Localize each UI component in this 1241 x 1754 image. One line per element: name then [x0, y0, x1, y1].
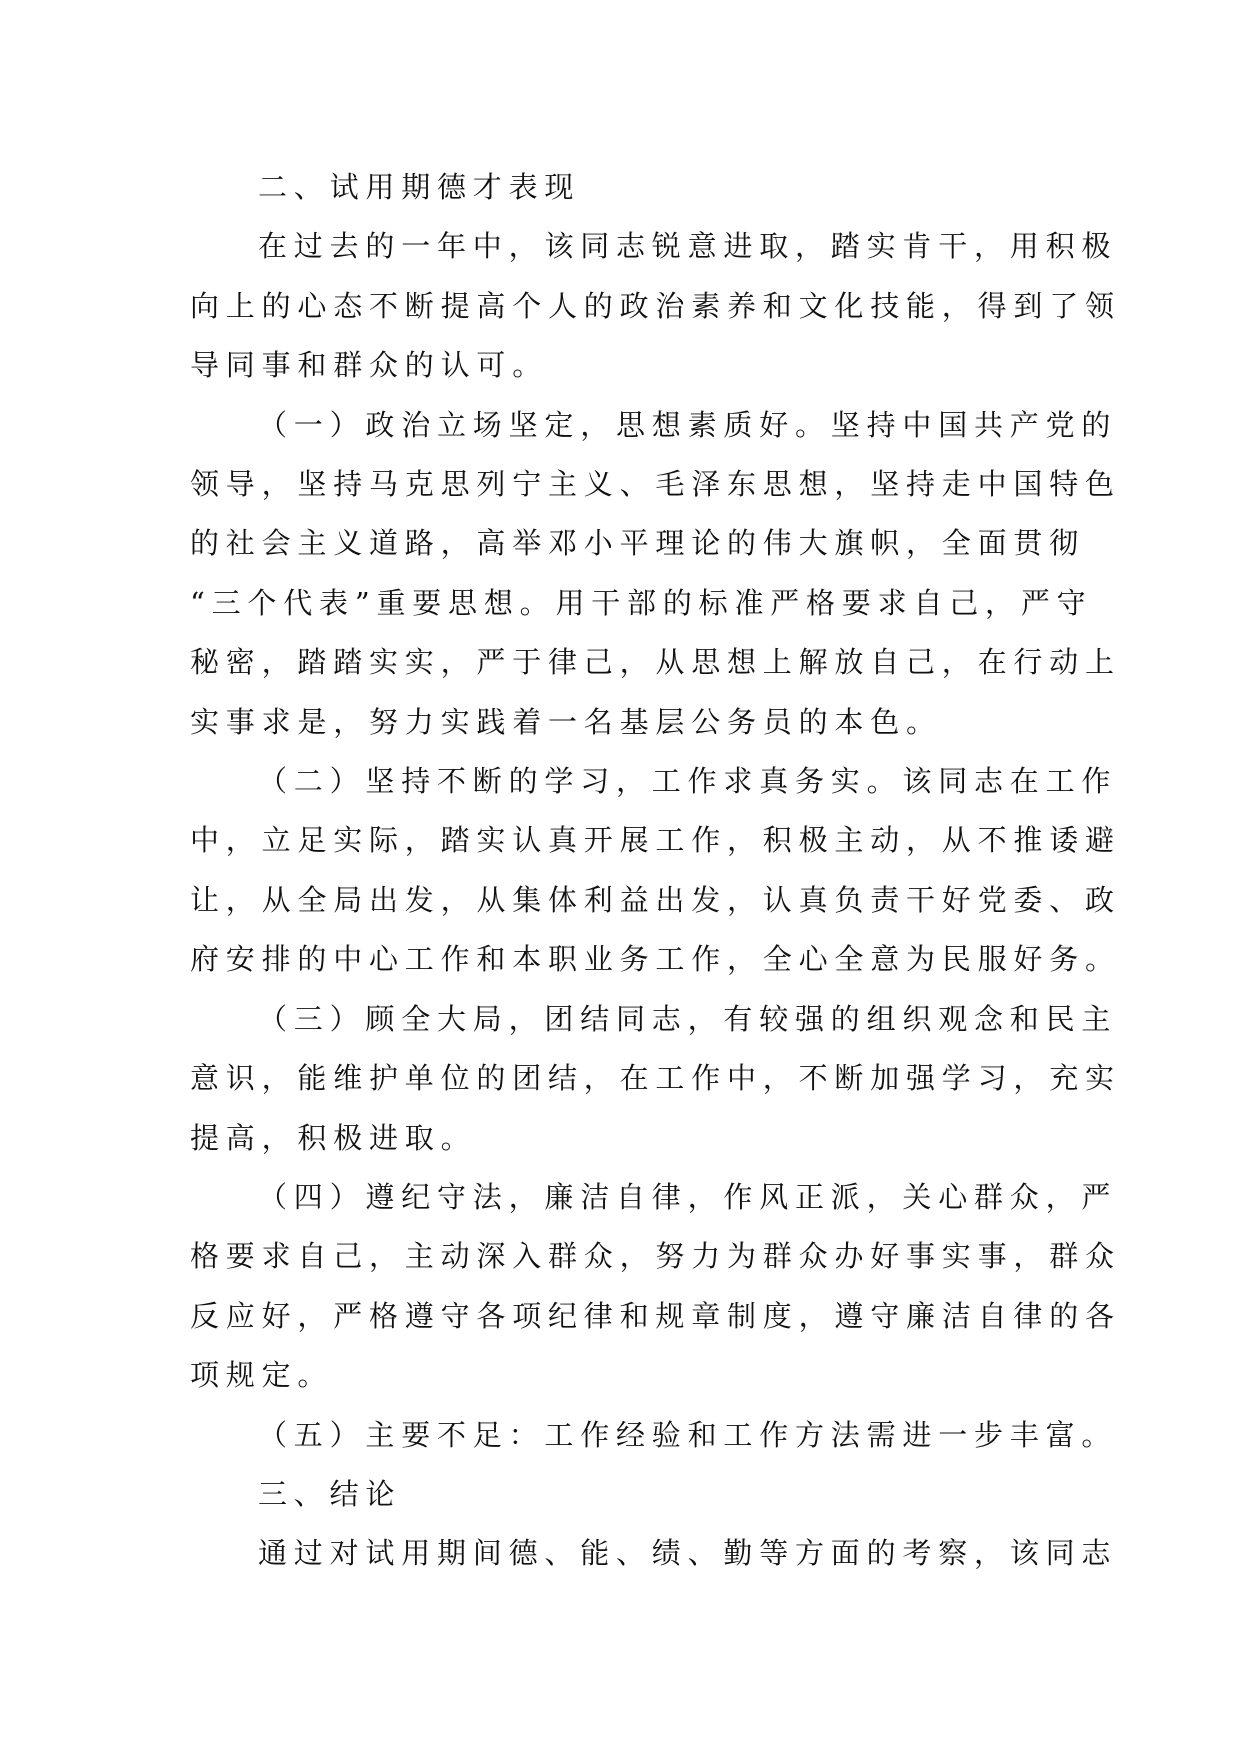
paragraph-line: 在过去的一年中，该同志锐意进取，踏实肯干，用积极: [258, 229, 1118, 264]
paragraph-item-3: [190, 990, 1121, 1168]
paragraph-line: 实事求是，努力实践着一名基层公务员的本色。: [190, 704, 942, 739]
paragraph-line: 通过对试用期间德、能、绩、勤等方面的考察，该同志: [258, 1536, 1118, 1571]
paragraph-line: 秘密，踏踏实实，严于律己，从思想上解放自己，在行动上: [190, 645, 1121, 680]
paragraph-line: （二）坚持不断的学习，工作求真务实。该同志在工作: [258, 764, 1118, 799]
section-heading-2: 二、试用期德才表现: [258, 170, 581, 204]
paragraph-item-2: [190, 752, 1121, 990]
paragraph-item-5: [190, 1406, 1118, 1465]
paragraph-line: 中，立足实际，踏实认真开展工作，积极主动，从不推诿避: [190, 823, 1121, 858]
paragraph-line: 向上的心态不断提高个人的政治素养和文化技能，得到了领: [190, 288, 1121, 323]
paragraph-line: 项规定。: [190, 1358, 334, 1393]
paragraph-item-1: [190, 396, 1121, 752]
paragraph-line: 导同事和群众的认可。: [190, 348, 549, 383]
paragraph-line: 提高，积极进取。: [190, 1120, 477, 1155]
paragraph-line: （五）主要不足：工作经验和工作方法需进一步丰富。: [258, 1417, 1118, 1452]
paragraph-line: 意识，能维护单位的团结，在工作中，不断加强学习，充实: [190, 1061, 1121, 1096]
paragraph-line: （三）顾全大局，团结同志，有较强的组织观念和民主: [258, 1001, 1118, 1036]
paragraph-line: 让，从全局出发，从集体利益出发，认真负责干好党委、政: [190, 882, 1121, 917]
paragraph-line: “三个代表”重要思想。用干部的标准严格要求自己，严守: [190, 585, 1093, 620]
paragraph-line: （一）政治立场坚定，思想素质好。坚持中国共产党的: [258, 407, 1118, 442]
paragraph-summary: [190, 217, 1121, 395]
paragraph-line: 领导，坚持马克思列宁主义、毛泽东思想，坚持走中国特色: [190, 467, 1121, 502]
paragraph-line: 格要求自己，主动深入群众，努力为群众办好事实事，群众: [190, 1239, 1121, 1274]
document-body: [190, 158, 1121, 1584]
paragraph-conclusion: [190, 1524, 1118, 1583]
paragraph-line: 府安排的中心工作和本职业务工作，全心全意为民服好务。: [190, 942, 1121, 977]
paragraph-item-4: [190, 1168, 1121, 1406]
paragraph-line: 的社会主义道路，高举邓小平理论的伟大旗帜，全面贯彻: [190, 526, 1086, 561]
paragraph-line: 反应好，严格遵守各项纪律和规章制度，遵守廉洁自律的各: [190, 1298, 1121, 1333]
section-heading-3: 三、结论: [258, 1476, 402, 1511]
paragraph-line: （四）遵纪守法，廉洁自律，作风正派，关心群众，严: [258, 1179, 1118, 1214]
